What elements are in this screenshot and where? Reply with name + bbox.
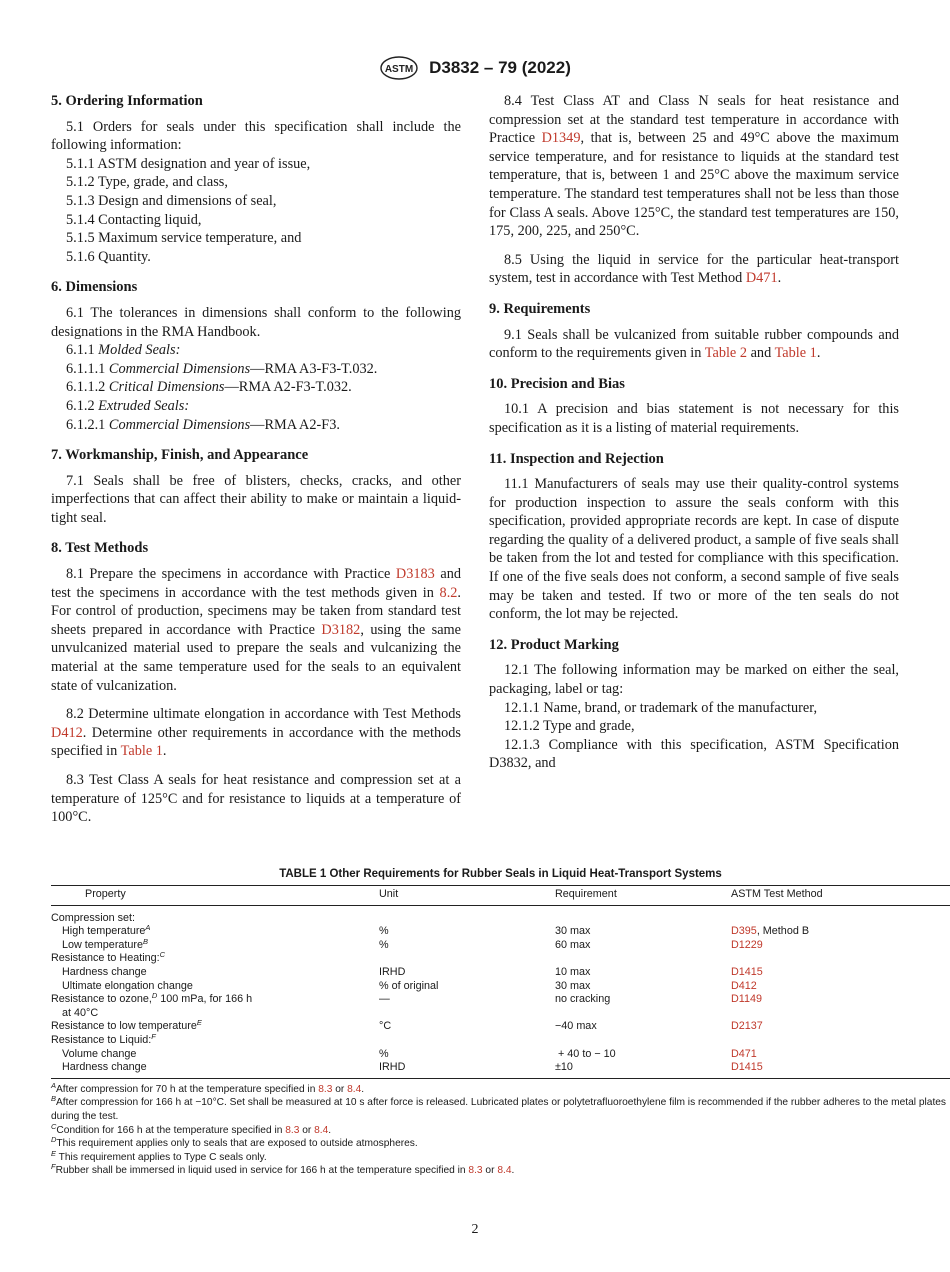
ref-link-table-1[interactable]: Table 1 (774, 345, 817, 362)
ref-link-8-4[interactable]: 8.4 (497, 1165, 512, 1177)
method-cell (731, 939, 950, 953)
table-row (51, 1061, 950, 1078)
table-row (51, 905, 950, 925)
requirement-cell: no cracking (555, 993, 611, 1006)
requirement-cell: 10 max (555, 965, 591, 978)
requirement-cell: 30 max (555, 979, 591, 992)
section-heading: 10. Precision and Bias (489, 375, 625, 392)
table-footnotes (51, 1080, 950, 1178)
method-cell (731, 1061, 950, 1078)
column-header: Unit (379, 886, 555, 906)
list-item: 6.1.1 Molded Seals: (66, 342, 181, 359)
requirement-cell: 60 max (555, 938, 591, 951)
section-8 (51, 539, 461, 826)
left-column (51, 92, 461, 837)
footnote-f: $^F$Rubber shall be immersed in liquid used in service for 166 h at the temperature specified in 8.3 or 8.4. (51, 1162, 515, 1177)
requirement-cell: 30 max (555, 925, 591, 938)
property-cell: Resistance to Heating:$^C$ (51, 950, 166, 965)
section-6 (51, 278, 461, 434)
unit-cell: °C (379, 1020, 392, 1033)
table-row (51, 1020, 950, 1034)
table-row (51, 980, 950, 994)
table-row (51, 925, 950, 939)
property-cell: High temperature$^A$ (62, 923, 151, 938)
ref-link-d3183[interactable]: D3183 (395, 566, 435, 583)
table-row (51, 1034, 950, 1048)
section-5 (51, 92, 461, 266)
property-cell: Compression set: (51, 911, 136, 924)
requirement-cell: + 40 to − 10 (555, 1047, 616, 1060)
ref-link-table-2[interactable]: Table 2 (704, 345, 748, 362)
paragraph: 8.3 Test Class A seals for heat resistance and compression set at a temperature of 125°C and for resistance to liquids at a temperature of 100°C. (51, 772, 461, 826)
unit-cell: % (379, 938, 389, 951)
paragraph: 11.1 Manufacturers of seals may use their quality-control systems for production inspection to assure the seals conform with this specification, provided appropriate records are kept. In case of dispute regarding the quality of a delivered product, a sample of five seals shall be taken from the lot and tested for compliance with this specification. If one of the five seals does not conform, a second sample of five seals may be taken and tested. If two or more of the ten seals do not conform, the lot may be rejected. (489, 476, 899, 623)
paragraph: 12.1.3 Compliance with this specification, ASTM Specification D3832, and (489, 736, 899, 772)
unit-cell: IRHD (379, 965, 406, 978)
designation-title: D3832 – 79 (2022) (429, 58, 571, 77)
ref-link-8-2[interactable]: 8.2 (439, 584, 458, 601)
paragraph: 12.1 The following information may be marked on either the seal, packaging, label or tag: (489, 662, 899, 698)
method-link[interactable]: D471 (731, 1047, 757, 1060)
section-11 (489, 450, 899, 624)
section-7 (51, 446, 461, 527)
list-item: 6.1.1.1 Commercial Dimensions—RMA A3-F3-T.032. (66, 360, 378, 377)
table-header-row (51, 886, 950, 906)
property-cell: Ultimate elongation change (62, 979, 193, 992)
footnote-c: $^C$Condition for 166 h at the temperature specified in 8.3 or 8.4. (51, 1121, 332, 1136)
paragraph: 8.1 Prepare the specimens in accordance with Practice D3183 and test the specimens in accordance with the test methods given in 8.2. For control of production, specimens may be taken from standard test sheets prepared in accordance with Practice D3182, using the same unvulcanized material used to prepare the seals and vulcanizing the material at the same temperature used for the seals to an equivalent state of vulcanization. (51, 566, 462, 694)
method-cell (731, 980, 950, 994)
property-cell: Hardness change (62, 965, 147, 978)
unit-cell: % of original (379, 979, 439, 992)
method-link[interactable]: D1415 (731, 965, 763, 978)
table-row (51, 993, 950, 1020)
method-link[interactable]: D1229 (731, 938, 763, 951)
section-12 (489, 636, 899, 773)
ref-link-8-4[interactable]: 8.4 (314, 1124, 329, 1136)
page-header (0, 55, 950, 81)
section-heading: 12. Product Marking (489, 636, 619, 653)
ref-link-8-3[interactable]: 8.3 (285, 1124, 300, 1136)
table-1-container (51, 868, 950, 1178)
paragraph: 8.2 Determine ultimate elongation in accordance with Test Methods D412. Determine other requirements in accordance with the methods specified in Table 1. (51, 706, 461, 760)
method-cell: D395, Method B (731, 925, 810, 938)
section-10 (489, 375, 899, 438)
unit-cell: % (379, 1047, 389, 1060)
list-item: 5.1.3 Design and dimensions of seal, (66, 192, 277, 209)
footnote-e: $^E$ This requirement applies to Type C seals only. (51, 1148, 267, 1163)
svg-text:ASTM: ASTM (384, 64, 414, 75)
requirement-cell: ±10 (555, 1061, 731, 1078)
method-cell (731, 1020, 950, 1034)
column-header: ASTM Test Method (731, 886, 950, 906)
ref-link-d1349[interactable]: D1349 (541, 130, 581, 147)
footnote-b: $^B$After compression for 166 h at −10°C. Set shall be measured at 10 s after force is released. Lubricated plates or polytetrafluoroethylene film is recommended if the rubber adheres to the metal plates during the test. (51, 1094, 947, 1122)
section-heading: 11. Inspection and Rejection (489, 450, 664, 467)
paragraph: 5.1 Orders for seals under this specification shall include the following information: (51, 118, 461, 154)
list-item: 12.1.2 Type and grade, (504, 718, 635, 735)
method-link[interactable]: D395 (731, 925, 757, 938)
method-cell (731, 966, 950, 980)
list-item: 5.1.5 Maximum service temperature, and (66, 230, 302, 247)
ref-link-8-4[interactable]: 8.4 (347, 1083, 362, 1095)
method-link[interactable]: D1415 (731, 1061, 763, 1074)
table-row (51, 1048, 950, 1062)
requirements-table (51, 885, 950, 1079)
property-cell: Volume change (62, 1047, 137, 1060)
right-column (489, 92, 899, 773)
property-cell: Resistance to low temperature$^E$ (51, 1018, 202, 1033)
ref-link-d412[interactable]: D412 (51, 724, 83, 741)
property-cell: Resistance to Liquid:$^F$ (51, 1031, 156, 1046)
method-link[interactable]: D412 (731, 979, 757, 992)
column-header: Requirement (555, 886, 731, 906)
page-number: 2 (471, 1222, 479, 1237)
list-item: 12.1.1 Name, brand, or trademark of the manufacturer, (504, 699, 818, 716)
unit-cell: IRHD (379, 1061, 555, 1078)
method-cell (731, 1048, 950, 1062)
table-row (51, 966, 950, 980)
unit-cell: % (379, 925, 389, 938)
paragraph: 8.5 Using the liquid in service for the particular heat-transport system, test in accordance with Test Method D471. (489, 251, 899, 287)
list-item: 6.1.2.1 Commercial Dimensions—RMA A2-F3. (66, 416, 340, 433)
list-item: 5.1.2 Type, grade, and class, (66, 174, 228, 191)
section-heading: 9. Requirements (489, 300, 591, 317)
list-item: 6.1.1.2 Critical Dimensions—RMA A2-F3-T.032. (66, 379, 352, 396)
section-heading: 7. Workmanship, Finish, and Appearance (51, 447, 309, 464)
requirement-cell: −40 max (555, 1020, 597, 1033)
property-cell: Hardness change (51, 1061, 379, 1078)
method-link[interactable]: D2137 (731, 1020, 763, 1033)
ref-link-d3182[interactable]: D3182 (321, 621, 361, 638)
paragraph: 6.1 The tolerances in dimensions shall conform to the following designations in the RMA Handbook. (51, 304, 461, 340)
astm-logo-icon (379, 55, 419, 81)
ref-link-table-1[interactable]: Table 1 (120, 743, 163, 760)
section-9 (489, 300, 899, 363)
table-row (51, 952, 950, 966)
ref-link-8-3[interactable]: 8.3 (468, 1165, 483, 1177)
method-link[interactable]: D1149 (731, 993, 763, 1006)
section-heading: 6. Dimensions (51, 279, 138, 296)
column-header: Property (51, 886, 379, 906)
paragraph: 9.1 Seals shall be vulcanized from suitable rubber compounds and conform to the requirements given in Table 2 and Table 1. (489, 326, 899, 362)
paragraph: 8.4 Test Class AT and Class N seals for heat resistance and compression set at the standard test temperature in accordance with Practice D1349, that is, between 25 and 49°C above the maximum service temperature, and for resistance to liquids at the standard test temperature, that is, between 1 and 25°C above the maximum service temperature. The standard test temperatures shall not be less than those for Class A seals. Above 125°C, the standard test temperatures are 150, 175, 200, 225, and 250°C. (489, 93, 899, 240)
table-caption: TABLE 1 Other Requirements for Rubber Seals in Liquid Heat-Transport Systems (279, 868, 722, 880)
paragraph: 7.1 Seals shall be free of blisters, checks, cracks, and other imperfections that can affect their ability to make or maintain a liquid-tight seal. (51, 472, 461, 526)
list-item: 6.1.2 Extruded Seals: (66, 397, 190, 414)
ref-link-d471[interactable]: D471 (745, 270, 778, 287)
footnote-a: $^A$After compression for 70 h at the temperature specified in 8.3 or 8.4. (51, 1080, 365, 1095)
property-cell: Low temperature$^B$ (62, 936, 149, 951)
unit-cell: — (379, 993, 390, 1006)
list-item: 5.1.4 Contacting liquid, (66, 211, 202, 228)
section-heading: 8. Test Methods (51, 540, 149, 557)
section-heading: 5. Ordering Information (51, 93, 203, 109)
list-item: 5.1.1 ASTM designation and year of issue, (66, 155, 311, 172)
property-cell: Resistance to ozone,$^D$ 100 mPa, for 166 h at 40°C (51, 991, 253, 1019)
list-item: 5.1.6 Quantity. (66, 248, 151, 265)
paragraph: 10.1 A precision and bias statement is not necessary for this specification as it is a listing of material requirements. (489, 401, 899, 436)
ref-link-8-3[interactable]: 8.3 (318, 1083, 333, 1095)
table-row (51, 939, 950, 953)
method-cell (731, 993, 950, 1020)
footnote-d: $^D$This requirement applies only to seals that are exposed to outside atmospheres. (51, 1135, 418, 1150)
